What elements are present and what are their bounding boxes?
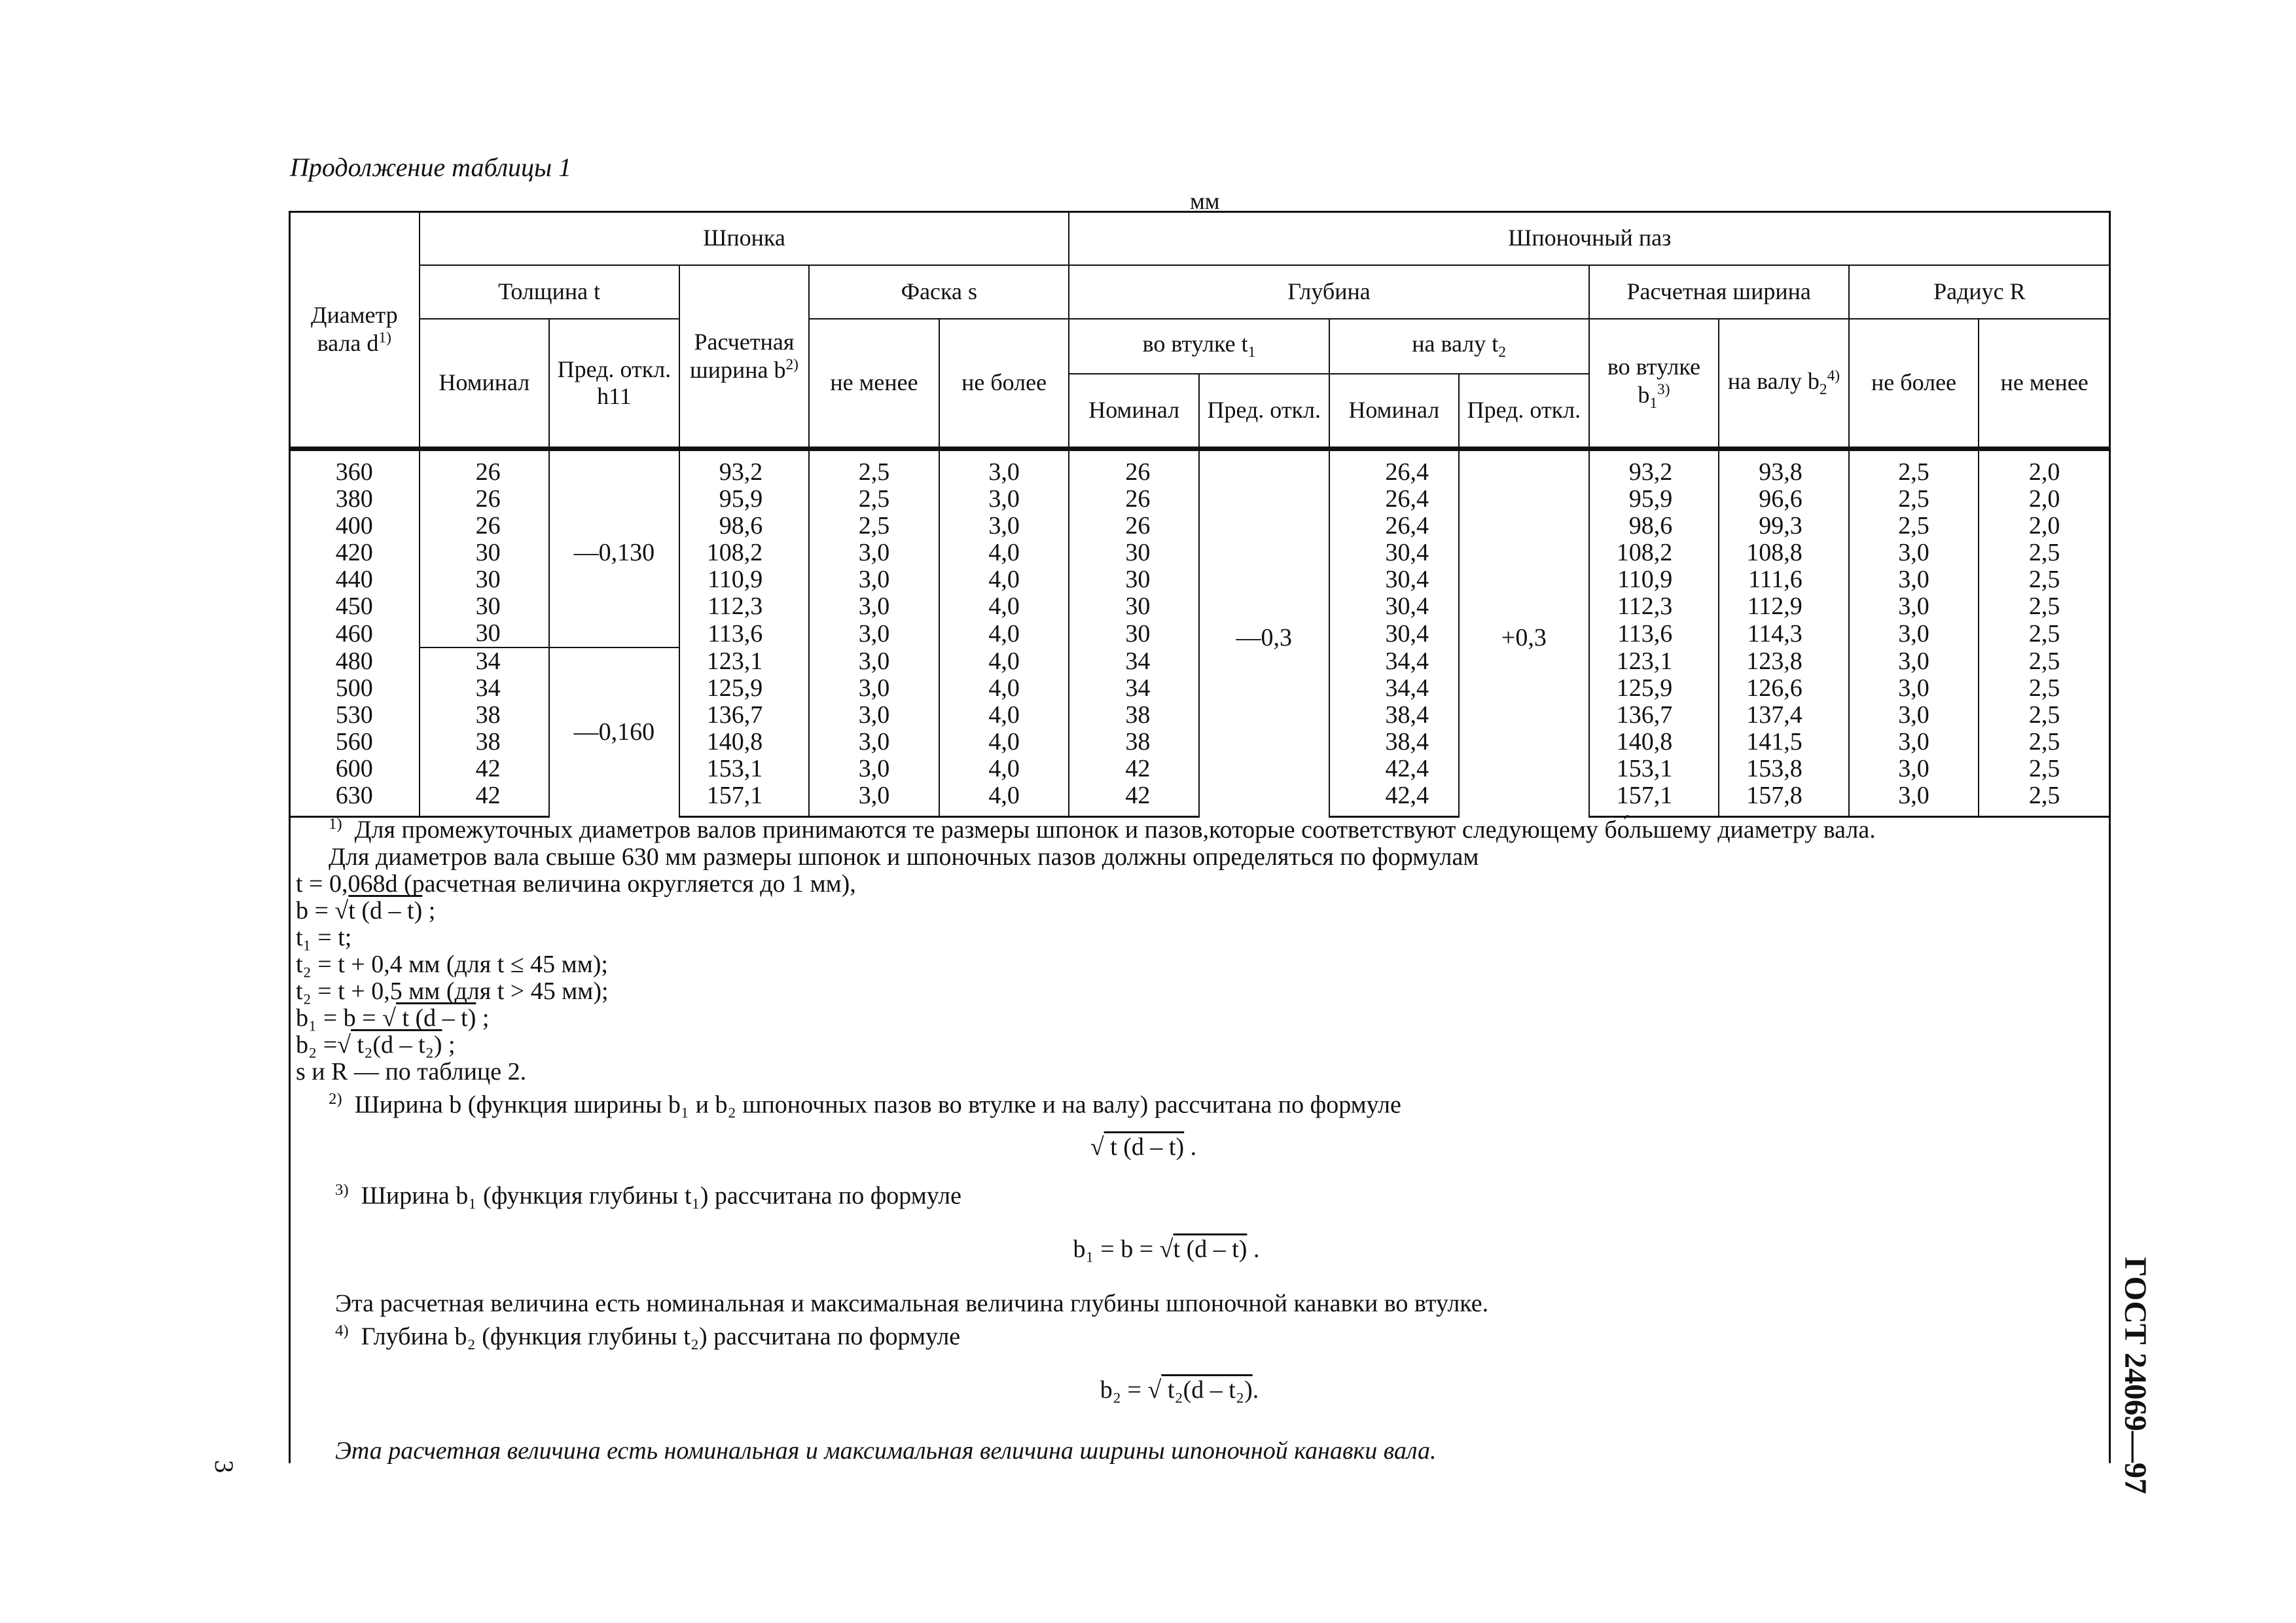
cell-radius-max: 3,0 [1849,729,1979,756]
table-row [289,449,2110,486]
cell-thickness-nominal: 30 [420,566,550,593]
cell-width-shaft: 99,3 [1719,513,1849,539]
cell-thickness-nominal: 26 [420,513,550,539]
cell-radius-max: 3,0 [1849,782,1979,817]
cell-shaft-diameter: 450 [289,593,420,620]
cell-width-hub: 95,9 [1589,486,1719,513]
formula-t1: t₁ = t; [296,923,352,951]
cell-radius-min: 2,0 [1979,513,2110,539]
cell-calc-width: 157,1 [679,782,810,817]
continuation-title: Продолжение таблицы 1 [290,153,572,182]
cell-radius-min: 2,5 [1979,566,2110,593]
cell-thickness-tol: —0,130 [549,449,679,648]
header-t2-nominal: Номинал [1329,374,1460,449]
cell-shaft-diameter: 530 [289,702,420,729]
cell-calc-width: 153,1 [679,756,810,782]
page-number: 3 [209,1460,239,1473]
cell-chamfer-min: 2,5 [809,449,939,486]
cell-t2-nominal: 26,4 [1329,486,1460,513]
cell-chamfer-max: 4,0 [939,729,1069,756]
cell-shaft-diameter: 480 [289,647,420,675]
cell-width-shaft: 126,6 [1719,675,1849,702]
cell-width-shaft: 153,8 [1719,756,1849,782]
cell-t2-nominal: 30,4 [1329,620,1460,647]
cell-width-shaft: 108,8 [1719,539,1849,566]
cell-chamfer-min: 3,0 [809,539,939,566]
cell-chamfer-min: 3,0 [809,566,939,593]
cell-radius-min: 2,5 [1979,675,2110,702]
cell-chamfer-max: 4,0 [939,593,1069,620]
cell-width-hub: 153,1 [1589,756,1719,782]
footnote-1-cont: Для диаметров вала свыше 630 мм размеры шпонок и шпоночных пазов должны определяться по формулам [329,843,1479,871]
cell-radius-min: 2,5 [1979,647,2110,675]
header-radius: Радиус R [1849,265,2110,319]
cell-chamfer-min: 3,0 [809,702,939,729]
cell-radius-max: 3,0 [1849,756,1979,782]
footnote-4-note: Эта расчетная величина есть номинальная и максимальная величина ширины шпоночной канавки вала. [335,1436,1437,1465]
header-thickness: Толщина t [420,265,679,319]
cell-chamfer-max: 3,0 [939,449,1069,486]
cell-chamfer-min: 3,0 [809,620,939,647]
cell-chamfer-max: 4,0 [939,702,1069,729]
cell-calc-width: 108,2 [679,539,810,566]
cell-chamfer-max: 3,0 [939,486,1069,513]
cell-t2-nominal: 42,4 [1329,756,1460,782]
cell-t2-nominal: 34,4 [1329,647,1460,675]
cell-t2-nominal: 30,4 [1329,593,1460,620]
dimensions-table [289,211,2111,818]
cell-chamfer-min: 2,5 [809,513,939,539]
footnote-3: $^{3)}$ Ширина b₁ (функция глубины t₁) рассчитана по формуле [335,1181,961,1210]
cell-calc-width: 93,2 [679,449,810,486]
cell-t1-nominal: 26 [1069,513,1199,539]
cell-thickness-nominal: 26 [420,486,550,513]
cell-t1-nominal: 26 [1069,449,1199,486]
cell-chamfer-min: 3,0 [809,756,939,782]
header-key: Шпонка [420,211,1069,265]
cell-width-hub: 98,6 [1589,513,1719,539]
cell-radius-min: 2,5 [1979,593,2110,620]
cell-width-shaft: 112,9 [1719,593,1849,620]
cell-chamfer-min: 2,5 [809,486,939,513]
header-thickness-nominal: Номинал [420,319,550,449]
cell-width-hub: 157,1 [1589,782,1719,817]
header-depth: Глубина [1069,265,1588,319]
cell-width-hub: 112,3 [1589,593,1719,620]
header-width-shaft: на валу $b_2^{4)}$ [1719,319,1849,449]
cell-width-shaft: 111,6 [1719,566,1849,593]
formula-b1: b₁ = b = √ t (d – t) ; [296,1004,490,1032]
cell-shaft-diameter: 460 [289,620,420,647]
cell-thickness-nominal: 38 [420,702,550,729]
cell-radius-max: 3,0 [1849,675,1979,702]
cell-t2-nominal: 42,4 [1329,782,1460,817]
cell-t1-nominal: 30 [1069,539,1199,566]
cell-width-shaft: 114,3 [1719,620,1849,647]
cell-width-shaft: 96,6 [1719,486,1849,513]
footnote-2: $^{2)}$ Ширина b (функция ширины b₁ и b₂ шпоночных пазов во втулке и на валу) рассчитана по формуле [329,1089,1401,1119]
cell-width-shaft: 141,5 [1719,729,1849,756]
cell-radius-max: 3,0 [1849,593,1979,620]
cell-width-hub: 108,2 [1589,539,1719,566]
cell-width-hub: 140,8 [1589,729,1719,756]
cell-shaft-diameter: 440 [289,566,420,593]
formula-t2-a: t₂ = t + 0,4 мм (для t ≤ 45 мм); [296,950,608,978]
cell-radius-max: 3,0 [1849,620,1979,647]
cell-thickness-nominal: 38 [420,729,550,756]
cell-chamfer-min: 3,0 [809,647,939,675]
cell-chamfer-max: 4,0 [939,675,1069,702]
cell-t1-nominal: 26 [1069,486,1199,513]
cell-t2-nominal: 30,4 [1329,566,1460,593]
cell-chamfer-min: 3,0 [809,729,939,756]
header-keyway: Шпоночный паз [1069,211,2110,265]
cell-shaft-diameter: 360 [289,449,420,486]
cell-radius-max: 2,5 [1849,486,1979,513]
cell-radius-min: 2,5 [1979,539,2110,566]
cell-radius-max: 2,5 [1849,449,1979,486]
cell-t2-nominal: 30,4 [1329,539,1460,566]
cell-chamfer-max: 4,0 [939,782,1069,817]
cell-thickness-nominal: 42 [420,756,550,782]
cell-thickness-nominal: 26 [420,449,550,486]
header-radius-max: не более [1849,319,1979,449]
cell-chamfer-min: 3,0 [809,593,939,620]
cell-shaft-diameter: 600 [289,756,420,782]
cell-calc-width: 98,6 [679,513,810,539]
cell-shaft-diameter: 380 [289,486,420,513]
cell-shaft-diameter: 560 [289,729,420,756]
cell-shaft-diameter: 500 [289,675,420,702]
cell-radius-min: 2,5 [1979,756,2110,782]
cell-width-hub: 125,9 [1589,675,1719,702]
header-t1-tol: Пред. откл. [1199,374,1329,449]
cell-radius-min: 2,5 [1979,782,2110,817]
cell-t1-nominal: 30 [1069,593,1199,620]
cell-radius-max: 2,5 [1849,513,1979,539]
cell-shaft-diameter: 630 [289,782,420,817]
cell-chamfer-max: 4,0 [939,756,1069,782]
cell-width-hub: 123,1 [1589,647,1719,675]
cell-thickness-nominal: 30 [420,539,550,566]
cell-t1-nominal: 38 [1069,729,1199,756]
footnotes [296,811,2089,1465]
cell-t2-nominal: 38,4 [1329,729,1460,756]
cell-shaft-diameter: 420 [289,539,420,566]
header-thickness-tol: Пред. откл. h11 [549,319,679,449]
cell-t2-nominal: 34,4 [1329,675,1460,702]
cell-radius-min: 2,5 [1979,729,2110,756]
header-radius-min: не менее [1979,319,2110,449]
cell-calc-width: 113,6 [679,620,810,647]
cell-radius-max: 3,0 [1849,566,1979,593]
cell-width-shaft: 123,8 [1719,647,1849,675]
formula-t: t = 0,068d (расчетная величина округляется до 1 мм), [296,869,856,898]
footnote-4-formula: b₂ = √ t₂(d – t₂). [1100,1376,1259,1404]
cell-chamfer-min: 3,0 [809,782,939,817]
cell-chamfer-max: 4,0 [939,647,1069,675]
cell-chamfer-max: 4,0 [939,566,1069,593]
cell-t2-nominal: 26,4 [1329,513,1460,539]
cell-radius-min: 2,5 [1979,702,2110,729]
formula-t2-b: t₂ = t + 0,5 мм (для t > 45 мм); [296,977,609,1005]
cell-radius-min: 2,0 [1979,486,2110,513]
header-depth-hub: во втулке $t_1$ [1069,319,1329,374]
cell-thickness-tol: —0,160 [549,647,679,817]
cell-thickness-nominal: 30 [420,620,550,647]
cell-radius-min: 2,5 [1979,620,2110,647]
cell-thickness-nominal: 34 [420,647,550,675]
footnote-3-formula: b₁ = b = √t (d – t) . [1073,1235,1260,1263]
cell-chamfer-min: 3,0 [809,675,939,702]
cell-t2-nominal: 26,4 [1329,449,1460,486]
cell-width-shaft: 93,8 [1719,449,1849,486]
header-calc-width: Расчетная ширина $b^{2)}$ [679,265,810,449]
table-body [289,449,2110,817]
cell-t1-nominal: 38 [1069,702,1199,729]
cell-calc-width: 123,1 [679,647,810,675]
header-chamfer: Фаска s [809,265,1069,319]
cell-t1-nominal: 42 [1069,756,1199,782]
formula-s-r: s и R — по таблице 2. [296,1057,527,1085]
footnote-3-note: Эта расчетная величина есть номинальная и максимальная величина глубины шпоночной канавки во втулке. [335,1289,1489,1317]
header-chamfer-min: не менее [809,319,939,449]
unit-label: мм [1190,188,1220,214]
cell-thickness-nominal: 34 [420,675,550,702]
formula-b2: b₂ =√ t₂(d – t₂) ; [296,1030,456,1059]
cell-calc-width: 125,9 [679,675,810,702]
cell-width-hub: 110,9 [1589,566,1719,593]
cell-chamfer-max: 4,0 [939,620,1069,647]
cell-calc-width: 112,3 [679,593,810,620]
cell-width-shaft: 137,4 [1719,702,1849,729]
footnote-2-formula: √ t (d – t) . [1090,1133,1197,1161]
cell-radius-min: 2,0 [1979,449,2110,486]
cell-radius-max: 3,0 [1849,647,1979,675]
header-t2-tol: Пред. откл. [1459,374,1589,449]
header-chamfer-max: не более [939,319,1069,449]
cell-width-hub: 136,7 [1589,702,1719,729]
document-code: ГОСТ 24069—97 [2118,1257,2153,1494]
cell-shaft-diameter: 400 [289,513,420,539]
footnote-1: $^{1)}$ Для промежуточных диаметров валов принимаются те размеры шпонок и пазов,которые соответствуют следующему бо́льшему диаметру вала. [329,815,1876,844]
cell-t2-nominal: 38,4 [1329,702,1460,729]
cell-t1-nominal: 42 [1069,782,1199,817]
header-depth-shaft: на валу $t_2$ [1329,319,1589,374]
cell-t1-tol: —0,3 [1199,449,1329,817]
header-width-hub: во втулке $b_1^{3)}$ [1589,319,1719,449]
header-keyway-calc-width: Расчетная ширина [1589,265,1849,319]
cell-t1-nominal: 34 [1069,675,1199,702]
cell-chamfer-max: 4,0 [939,539,1069,566]
cell-calc-width: 136,7 [679,702,810,729]
cell-width-shaft: 157,8 [1719,782,1849,817]
formula-b: b = √t (d – t) ; [296,896,436,924]
cell-t1-nominal: 30 [1069,620,1199,647]
cell-t1-nominal: 34 [1069,647,1199,675]
cell-t2-tol: +0,3 [1459,449,1589,817]
footnote-4: $^{4)}$ Глубина b₂ (функция глубины t₂) рассчитана по формуле [335,1321,961,1351]
cell-thickness-nominal: 30 [420,593,550,620]
cell-width-hub: 93,2 [1589,449,1719,486]
cell-radius-max: 3,0 [1849,702,1979,729]
cell-width-hub: 113,6 [1589,620,1719,647]
cell-t1-nominal: 30 [1069,566,1199,593]
cell-calc-width: 140,8 [679,729,810,756]
cell-calc-width: 110,9 [679,566,810,593]
cell-calc-width: 95,9 [679,486,810,513]
cell-radius-max: 3,0 [1849,539,1979,566]
cell-chamfer-max: 3,0 [939,513,1069,539]
header-shaft-diameter: Диаметр вала $d^{1)}$ [289,211,420,449]
cell-thickness-nominal: 42 [420,782,550,817]
header-t1-nominal: Номинал [1069,374,1199,449]
